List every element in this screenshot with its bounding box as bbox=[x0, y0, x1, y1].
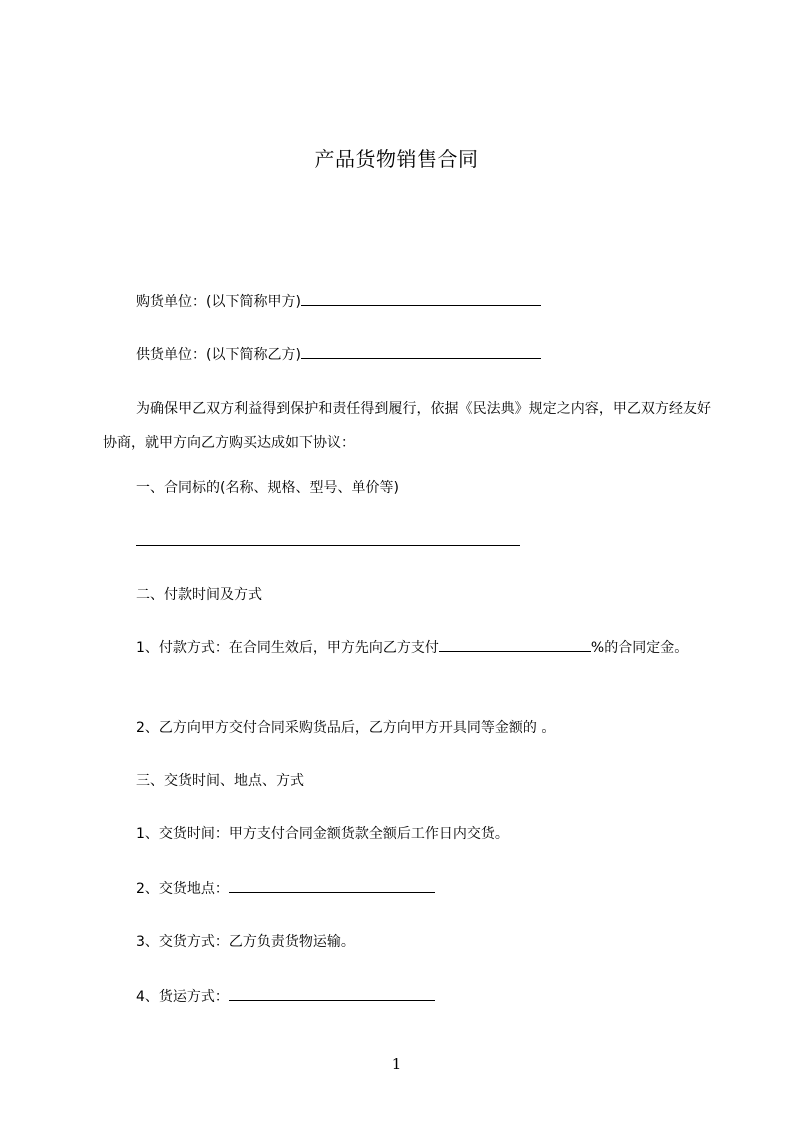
invoice-clause: 2、乙方向甲方交付合同采购货品后，乙方向甲方开具同等金额的 。 bbox=[136, 720, 556, 736]
delivery-time: 1、交货时间：甲方支付合同金额货款全额后工作日内交货。 bbox=[136, 826, 509, 842]
section2-heading: 二、付款时间及方式 bbox=[136, 587, 262, 603]
payment-method-suffix: %的合同定金。 bbox=[590, 640, 689, 656]
seller-blank bbox=[301, 344, 541, 359]
delivery-place-label: 2、交货地点： bbox=[136, 881, 229, 897]
delivery-place-line bbox=[136, 878, 435, 899]
buyer-line bbox=[136, 291, 541, 312]
buyer-blank bbox=[301, 291, 541, 306]
shipping-method-line bbox=[136, 986, 435, 1007]
document-title: 产品货物销售合同 bbox=[314, 147, 479, 171]
delivery-place-blank bbox=[229, 878, 435, 893]
deposit-percent-blank bbox=[439, 637, 591, 652]
section1-heading: 一、合同标的(名称、规格、型号、单价等) bbox=[136, 480, 399, 496]
payment-method-prefix: 1、付款方式：在合同生效后，甲方先向乙方支付 bbox=[136, 640, 439, 656]
seller-line bbox=[136, 344, 541, 365]
shipping-method-label: 4、货运方式： bbox=[136, 989, 229, 1005]
delivery-method: 3、交货方式：乙方负责货物运输。 bbox=[136, 934, 355, 950]
seller-label: 供货单位：(以下简称乙方) bbox=[136, 347, 301, 363]
section1-blank-line bbox=[136, 545, 520, 546]
section3-heading: 三、交货时间、地点、方式 bbox=[136, 773, 304, 789]
page-number: 1 bbox=[391, 1055, 402, 1073]
intro-paragraph: 为确保甲乙双方利益得到保护和责任得到履行，依据《民法典》规定之内容，甲乙双方经友好协商，就甲方向乙方购买达成如下协议： bbox=[103, 401, 711, 451]
shipping-method-blank bbox=[229, 986, 435, 1001]
buyer-label: 购货单位：(以下简称甲方) bbox=[136, 294, 301, 310]
payment-method-paragraph bbox=[103, 631, 711, 665]
